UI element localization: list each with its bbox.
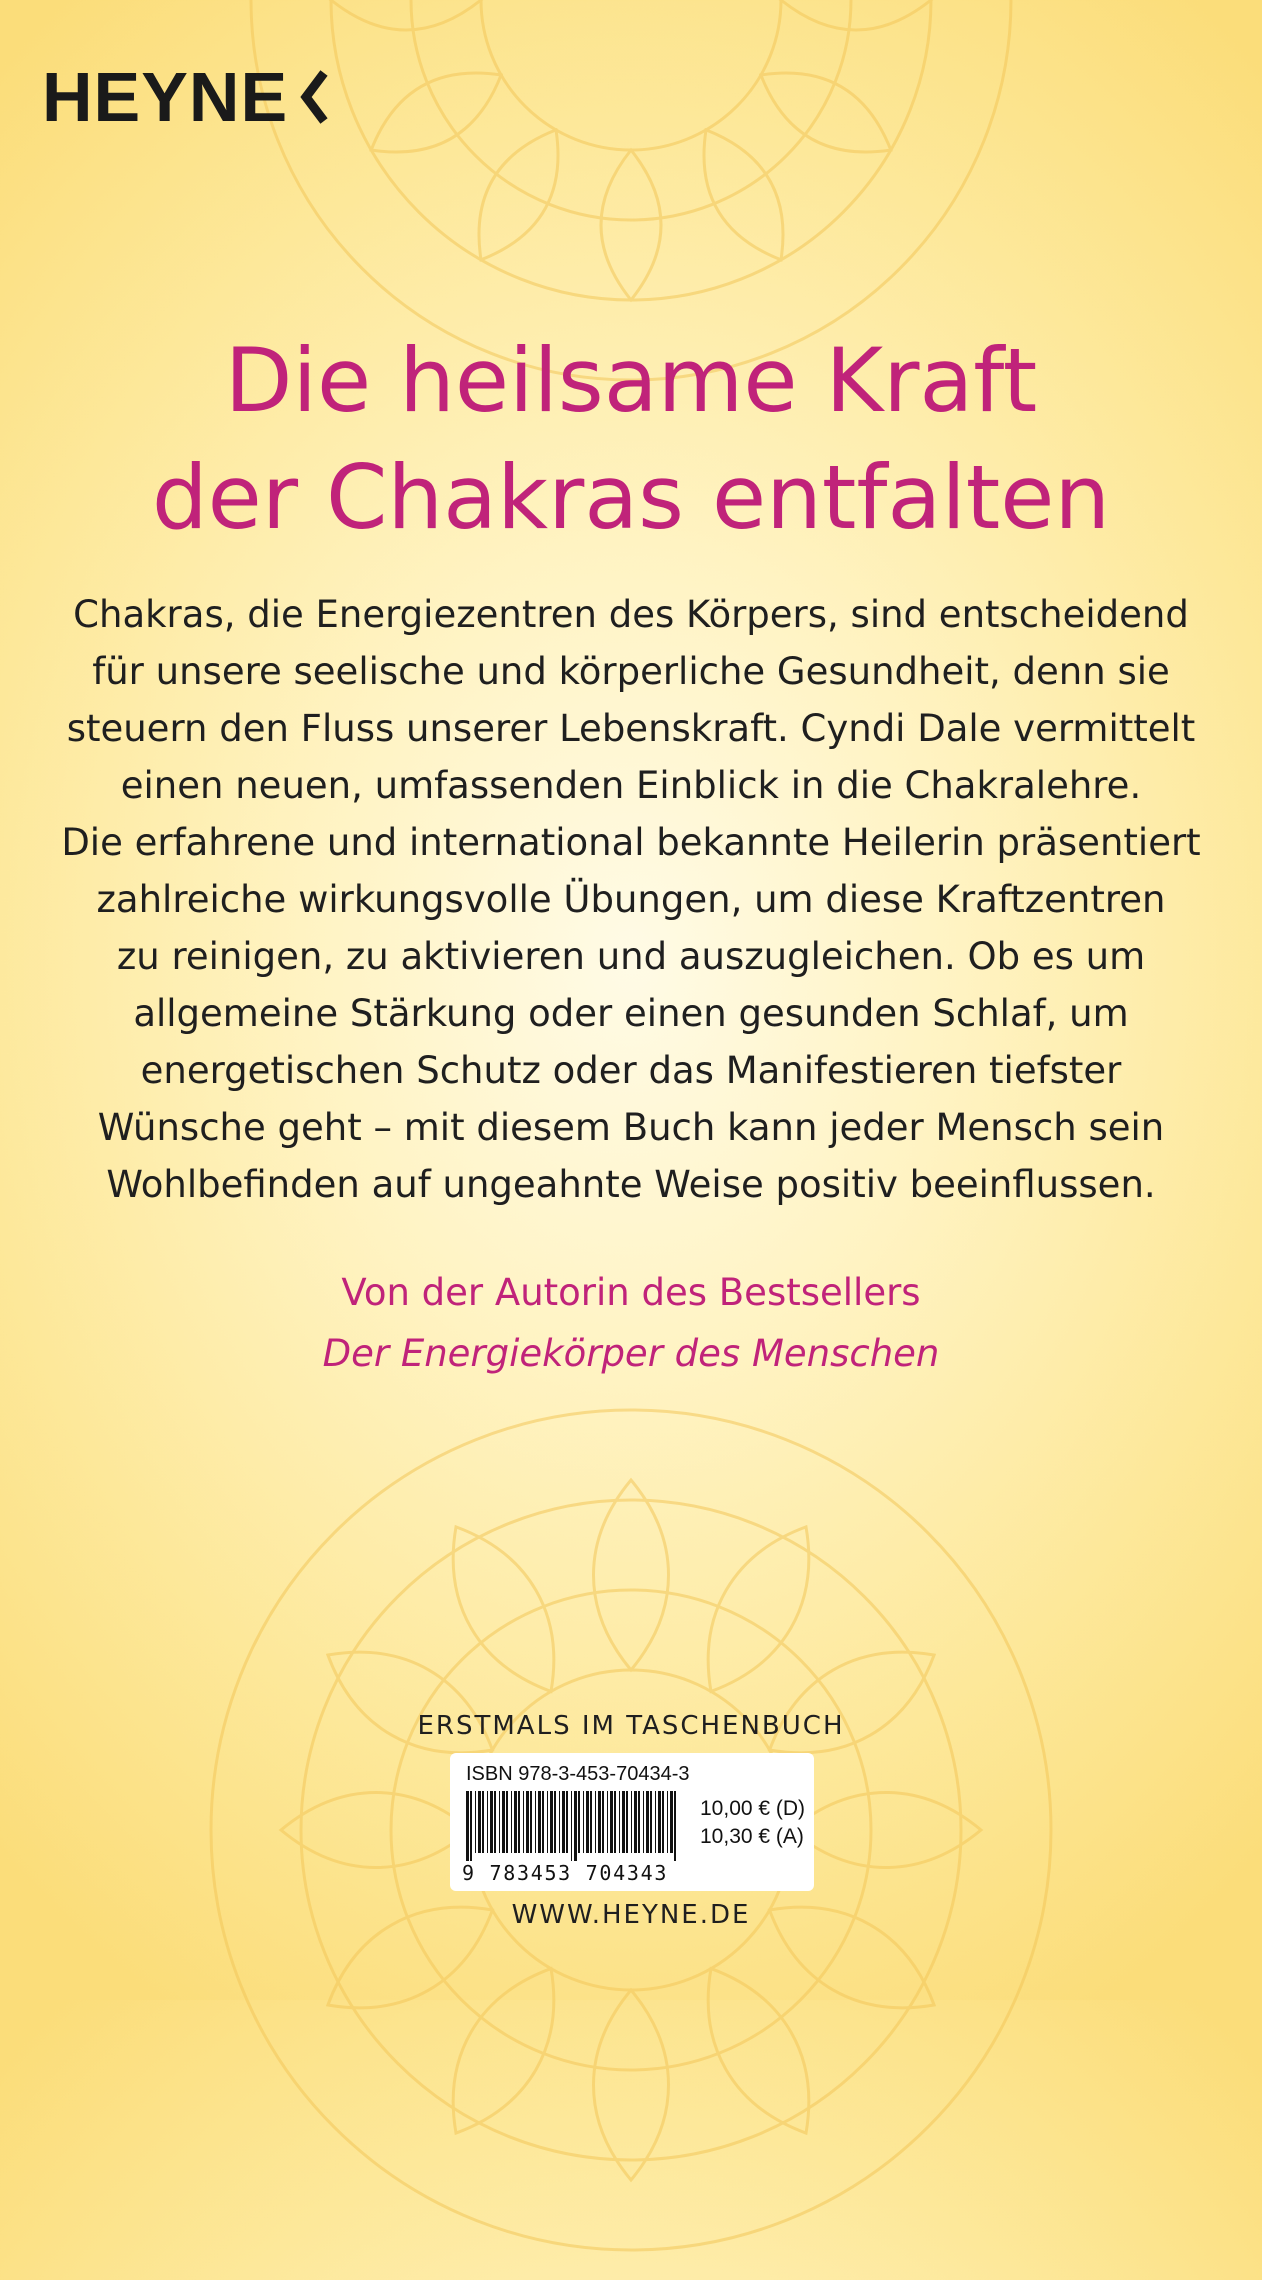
barcode-bar bbox=[650, 1791, 652, 1853]
blurb-line: zahlreiche wirkungsvolle Übungen, um diese Kraftzentren bbox=[96, 878, 1166, 921]
barcode-bar bbox=[578, 1791, 580, 1853]
barcode-bar bbox=[598, 1791, 601, 1853]
barcode-bar bbox=[622, 1791, 625, 1853]
barcode-bar bbox=[542, 1791, 544, 1853]
blurb-line: Die erfahrene und international bekannte Heilerin präsentiert bbox=[61, 821, 1201, 864]
barcode-bar bbox=[586, 1791, 589, 1853]
barcode-bar bbox=[574, 1791, 577, 1861]
barcode-bar bbox=[631, 1791, 632, 1853]
price-austria: 10,30 € (A) bbox=[700, 1825, 804, 1848]
barcode-bar bbox=[538, 1791, 541, 1853]
barcode-bar bbox=[583, 1791, 584, 1853]
isbn-text: ISBN 978-3-453-70434-3 bbox=[466, 1763, 690, 1785]
barcode-bar bbox=[502, 1791, 505, 1853]
blurb-line: Wünsche geht – mit diesem Buch kann jeder Mensch sein bbox=[97, 1106, 1165, 1149]
blurb-line: einen neuen, umfassenden Einblick in die Chakralehre. bbox=[120, 764, 1142, 807]
barcode-bar bbox=[562, 1791, 565, 1853]
barcode-bar bbox=[535, 1791, 536, 1853]
barcode-bar bbox=[626, 1791, 628, 1853]
barcode-bar bbox=[646, 1791, 649, 1853]
barcode-bars bbox=[464, 1791, 686, 1861]
barcode-bar bbox=[487, 1791, 488, 1853]
blurb-line: allgemeine Stärkung oder einen gesunden Schlaf, um bbox=[133, 992, 1129, 1035]
chevron-left-icon bbox=[298, 69, 330, 125]
barcode-bar bbox=[550, 1791, 553, 1853]
publisher-logo bbox=[42, 58, 330, 136]
headline bbox=[0, 322, 1262, 556]
barcode-bar bbox=[670, 1791, 673, 1853]
blurb-text bbox=[60, 586, 1202, 1213]
barcode-bar bbox=[466, 1791, 469, 1861]
barcode-bar bbox=[662, 1791, 664, 1853]
barcode-bar bbox=[478, 1791, 481, 1853]
barcode-digits: 9 783453 704343 bbox=[462, 1861, 669, 1885]
barcode-label bbox=[450, 1753, 814, 1891]
barcode-bar bbox=[571, 1791, 572, 1861]
barcode-bar bbox=[523, 1791, 524, 1853]
price-germany: 10,00 € (D) bbox=[700, 1797, 806, 1820]
barcode-bar bbox=[655, 1791, 656, 1853]
barcode-bar bbox=[547, 1791, 548, 1853]
barcode-bar bbox=[638, 1791, 640, 1853]
barcode-bar bbox=[518, 1791, 520, 1853]
barcode-bar bbox=[566, 1791, 568, 1853]
barcode-bar bbox=[667, 1791, 668, 1853]
barcode-bar bbox=[475, 1791, 476, 1853]
publisher-logo-text: HEYNE bbox=[42, 58, 289, 136]
barcode-bar bbox=[506, 1791, 508, 1853]
barcode-bar bbox=[634, 1791, 637, 1853]
barcode-bar bbox=[595, 1791, 596, 1853]
barcode-bar bbox=[559, 1791, 560, 1853]
blurb-line: energetischen Schutz oder das Manifestieren tiefster bbox=[140, 1049, 1122, 1092]
barcode-bar bbox=[482, 1791, 484, 1853]
blurb-line: für unsere seelische und körperliche Gesundheit, denn sie bbox=[92, 650, 1170, 693]
barcode-bar bbox=[511, 1791, 512, 1853]
barcode-bar bbox=[499, 1791, 500, 1853]
barcode-bar bbox=[470, 1791, 472, 1861]
blurb-line: Wohlbefinden auf ungeahnte Weise positiv beeinflussen. bbox=[106, 1163, 1156, 1206]
barcode-bar bbox=[619, 1791, 620, 1853]
barcode-bar bbox=[554, 1791, 556, 1853]
barcode-bar bbox=[490, 1791, 493, 1853]
barcode-bar bbox=[607, 1791, 608, 1853]
promo-line: Von der Autorin des Bestsellers bbox=[341, 1271, 921, 1314]
blurb-line: Chakras, die Energiezentren des Körpers, sind entscheidend bbox=[73, 593, 1189, 636]
bestseller-promo bbox=[0, 1262, 1262, 1384]
headline-line-1: Die heilsame Kraft bbox=[224, 329, 1038, 432]
blurb-line: steuern den Fluss unserer Lebenskraft. Cyndi Dale vermittelt bbox=[66, 707, 1196, 750]
barcode-bar bbox=[526, 1791, 529, 1853]
barcode-bar bbox=[514, 1791, 517, 1853]
barcode-bar bbox=[643, 1791, 644, 1853]
barcode-bar bbox=[602, 1791, 604, 1853]
barcode-bar bbox=[614, 1791, 616, 1853]
barcode-bar bbox=[674, 1791, 676, 1861]
barcode-bar bbox=[658, 1791, 661, 1853]
headline-line-2: der Chakras entfalten bbox=[151, 446, 1111, 549]
edition-label: ERSTMALS IM TASCHENBUCH bbox=[417, 1711, 845, 1741]
blurb-line: zu reinigen, zu aktivieren und auszugleichen. Ob es um bbox=[116, 935, 1146, 978]
barcode-bar bbox=[530, 1791, 532, 1853]
barcode-bar bbox=[494, 1791, 496, 1853]
promo-book-title: Der Energiekörper des Menschen bbox=[322, 1332, 940, 1375]
publisher-website[interactable]: WWW.HEYNE.DE bbox=[511, 1900, 751, 1930]
barcode-bar bbox=[590, 1791, 592, 1853]
barcode-bar bbox=[610, 1791, 613, 1853]
